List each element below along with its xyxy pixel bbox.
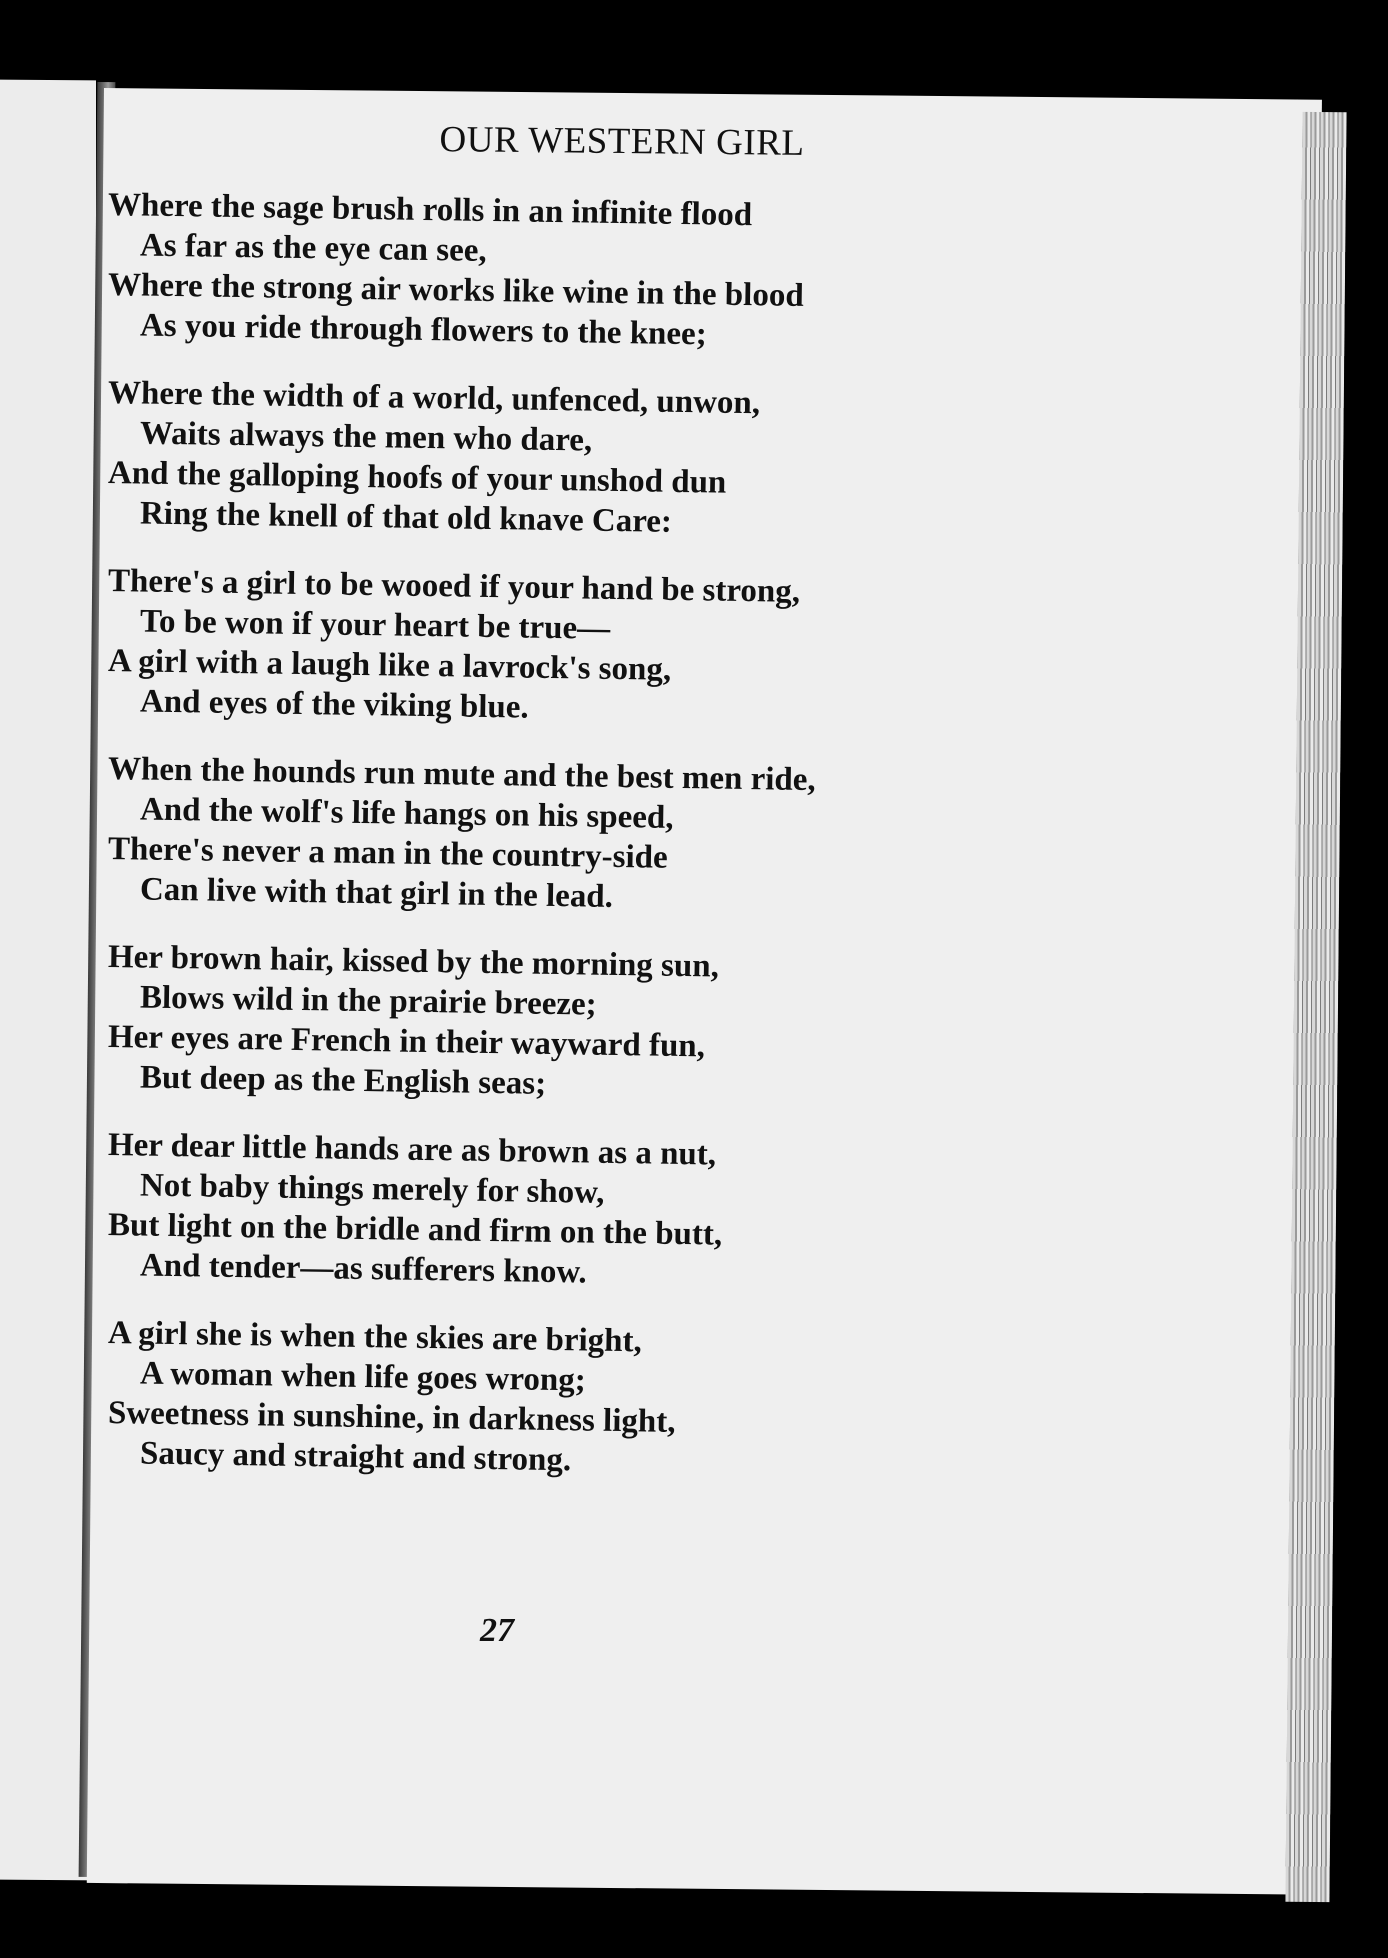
verse-line: Ring the knell of that old knave Care: (139, 495, 673, 540)
verse-line: Blows wild in the prairie breeze; (139, 979, 597, 1023)
verse-line: And the wolf's life hangs on his speed, (139, 791, 674, 836)
stanza-4 (107, 749, 1008, 915)
stanza-7 (107, 1313, 1008, 1479)
verse-line: To be won if your heart be true— (139, 603, 611, 647)
verse-line: And the galloping hoofs of your unshod dun (107, 455, 727, 501)
verse-line: Can live with that girl in the lead. (139, 871, 614, 915)
stanza-5 (107, 937, 1008, 1102)
stanza-2 (107, 373, 1008, 540)
stanza-3 (107, 561, 1008, 726)
stanza-6 (107, 1125, 1008, 1291)
verse-line: Where the strong air works like wine in the blood (107, 267, 804, 314)
verse-line: As you ride through flowers to the knee; (139, 307, 708, 353)
verse-line: Sweetness in sunshine, in darkness light, (107, 1395, 676, 1440)
verse-line: Her dear little hands are as brown as a nut, (107, 1127, 717, 1173)
poem-body (107, 119, 1008, 1649)
verse-line: But deep as the English seas; (139, 1059, 547, 1102)
verse-line: As far as the eye can see, (139, 227, 487, 269)
verse-line: Saucy and straight and strong. (139, 1435, 572, 1479)
verse-line: A girl she is when the skies are bright, (107, 1315, 643, 1360)
stanza-1 (107, 185, 1008, 353)
verse-line: Not baby things merely for show, (139, 1167, 605, 1211)
verse-line: But light on the bridle and firm on the butt, (107, 1207, 723, 1253)
verse-line: Waits always the men who dare, (139, 415, 593, 459)
page-number: 27 (480, 1612, 514, 1649)
verse-line: And eyes of the viking blue. (139, 683, 529, 726)
verse-line: A girl with a laugh like a lavrock's song, (107, 643, 672, 688)
verse-line: When the hounds run mute and the best men ride, (107, 751, 816, 799)
verse-line: There's never a man in the country-side (107, 831, 668, 876)
verse-line: Where the width of a world, unfenced, unwon, (107, 375, 761, 422)
poem-title: OUR WESTERN GIRL (439, 119, 805, 164)
verse-line: There's a girl to be wooed if your hand be strong, (107, 563, 801, 610)
verse-line: A woman when life goes wrong; (139, 1355, 587, 1399)
verse-line: Her brown hair, kissed by the morning sun, (107, 939, 720, 985)
verse-line: Where the sage brush rolls in an infinite flood (107, 187, 753, 234)
verse-line: Her eyes are French in their wayward fun, (107, 1019, 706, 1065)
verse-line: And tender—as sufferers know. (139, 1247, 587, 1291)
